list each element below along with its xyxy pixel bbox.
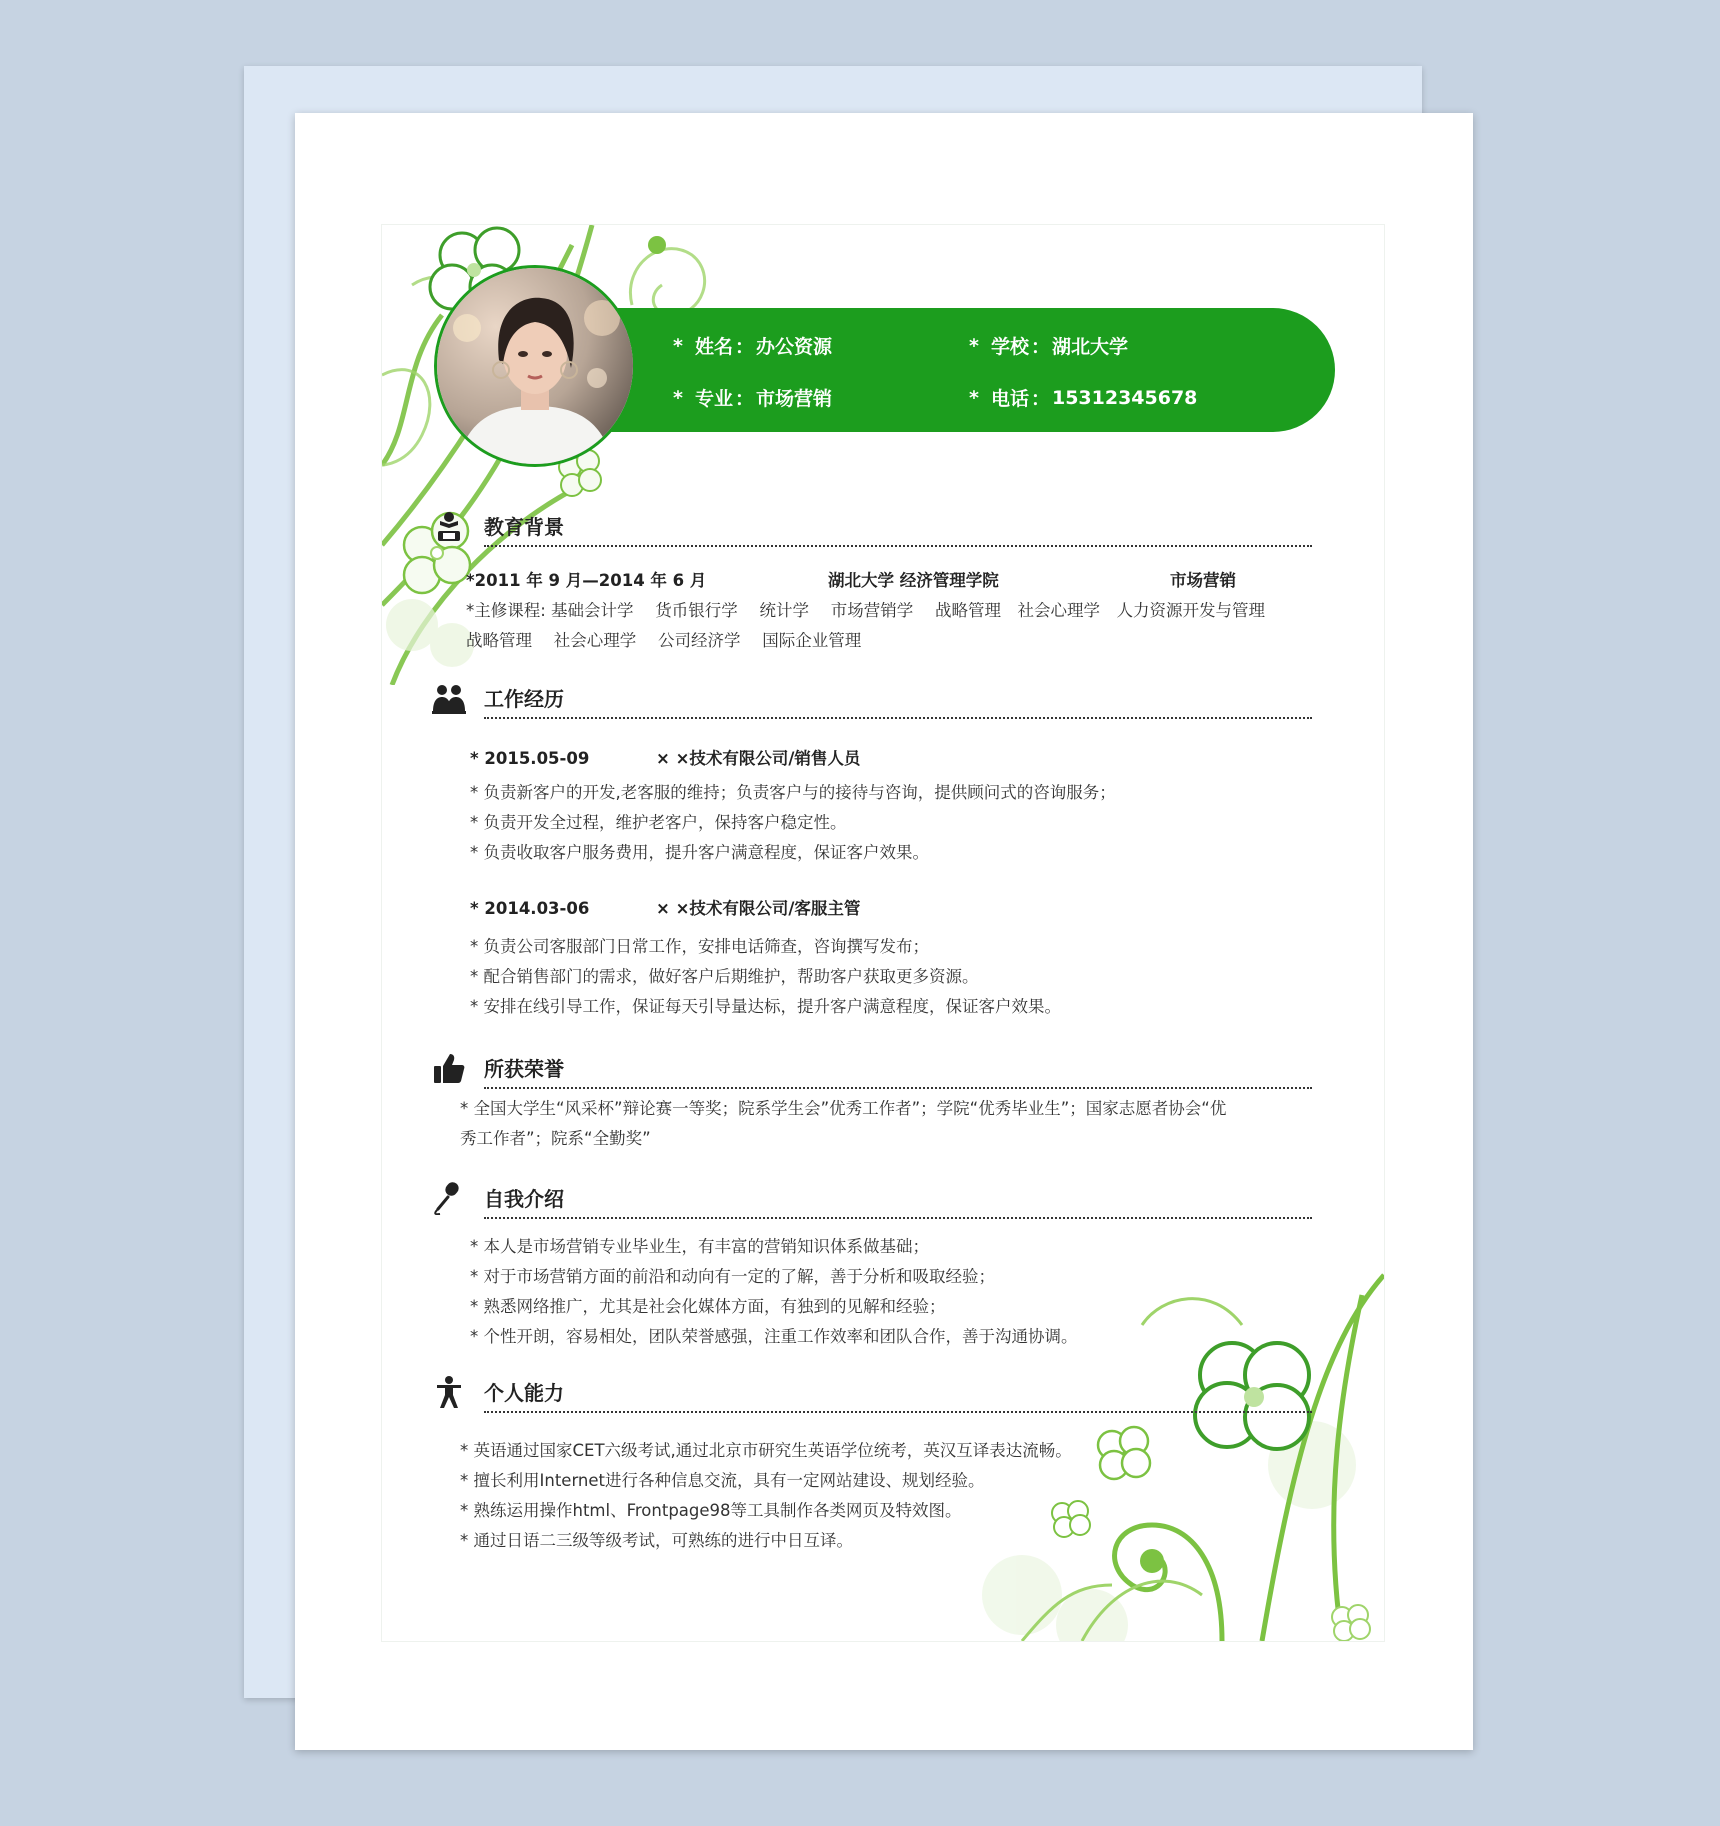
header-banner — [577, 308, 1335, 432]
education-icon — [432, 509, 466, 543]
education-school: 湖北大学 经济管理学院 — [828, 571, 999, 590]
honors-line2: 秀工作者”；院系“全勤奖” — [460, 1129, 651, 1148]
honors-line1: * 全国大学生“风采杯”辩论赛一等奖；院系学生会”优秀工作者”；学院“优秀毕业生”；国家志愿者协会“优 — [460, 1099, 1227, 1118]
portrait-image — [437, 268, 633, 464]
job-1-date: * 2015.05-09 — [470, 749, 590, 768]
section-divider — [484, 1217, 1312, 1219]
job-2-duty: * 配合销售部门的需求，做好客户后期维护，帮助客户获取更多资源。 — [470, 967, 979, 986]
skills-item: * 熟练运用操作html、Frontpage98等工具制作各类网页及特效图。 — [460, 1501, 962, 1520]
profile-photo — [434, 265, 636, 467]
job-1-duty: * 负责开发全过程，维护老客户，保持客户稳定性。 — [470, 813, 847, 832]
major-field: * 专业 ： 市场营销 — [673, 384, 832, 411]
education-courses-line2: 战略管理 社会心理学 公司经济学 国际企业管理 — [466, 631, 862, 650]
thumbs-up-icon — [432, 1051, 466, 1085]
intro-item: * 本人是市场营销专业毕业生，有丰富的营销知识体系做基础； — [470, 1237, 929, 1256]
major-label: 专业 — [694, 388, 733, 410]
skills-item: * 英语通过国家CET六级考试,通过北京市研究生英语学位统考，英汉互译表达流畅。 — [460, 1441, 1072, 1460]
job-1-company: × ×技术有限公司/销售人员 — [656, 749, 861, 768]
skills-item: * 擅长利用Internet进行各种信息交流，具有一定网站建设、规划经验。 — [460, 1471, 985, 1490]
section-intro — [432, 1179, 1312, 1219]
intro-title: 自我介绍 — [484, 1187, 564, 1211]
job-1-duty: * 负责新客户的开发,老客服的维持；负责客户与的接待与咨询，提供顾问式的咨询服务； — [470, 783, 1116, 802]
microphone-icon — [432, 1181, 466, 1215]
education-title: 教育背景 — [484, 515, 564, 539]
intro-item: * 对于市场营销方面的前沿和动向有一定的了解，善于分析和吸取经验； — [470, 1267, 995, 1286]
education-period: *2011 年 9 月—2014 年 6 月 — [466, 571, 707, 590]
name-field: * 姓名 ： 办公资源 — [673, 332, 832, 359]
name-label: 姓名 — [694, 336, 733, 358]
school-value: 湖北大学 — [1051, 336, 1128, 358]
intro-item: * 个性开朗，容易相处，团队荣誉感强，注重工作效率和团队合作，善于沟通协调。 — [470, 1327, 1078, 1346]
education-major: 市场营销 — [1170, 571, 1236, 590]
section-divider — [484, 1087, 1312, 1089]
section-honors — [432, 1049, 1312, 1089]
section-skills — [432, 1373, 1312, 1413]
work-people-icon — [432, 681, 466, 715]
section-work — [432, 679, 1312, 719]
skills-title: 个人能力 — [484, 1381, 564, 1405]
honors-title: 所获荣誉 — [484, 1057, 564, 1081]
phone-field: * 电话 ： 15312345678 — [969, 384, 1197, 411]
section-divider — [484, 545, 1312, 547]
work-title: 工作经历 — [484, 687, 564, 711]
school-field: * 学校 ： 湖北大学 — [969, 332, 1128, 359]
job-2-date: * 2014.03-06 — [470, 899, 590, 918]
job-2-duty: * 安排在线引导工作，保证每天引导量达标，提升客户满意程度，保证客户效果。 — [470, 997, 1061, 1016]
person-icon — [432, 1375, 466, 1409]
resume-page — [381, 224, 1385, 1642]
intro-item: * 熟悉网络推广，尤其是社会化媒体方面，有独到的见解和经验； — [470, 1297, 946, 1316]
major-value: 市场营销 — [755, 388, 832, 410]
job-1-duty: * 负责收取客户服务费用，提升客户满意程度，保证客户效果。 — [470, 843, 929, 862]
job-2-company: × ×技术有限公司/客服主管 — [656, 899, 861, 918]
skills-item: * 通过日语二三级等级考试，可熟练的进行中日互译。 — [460, 1531, 853, 1550]
education-courses-line1: *主修课程: 基础会计学 货币银行学 统计学 市场营销学 战略管理 社会心理学 人力资源开发与管理 — [466, 601, 1266, 620]
phone-value: 15312345678 — [1051, 386, 1198, 409]
name-value: 办公资源 — [755, 336, 832, 358]
section-education — [432, 507, 1312, 547]
section-divider — [484, 1411, 1312, 1413]
school-label: 学校 — [990, 336, 1029, 358]
job-2-duty: * 负责公司客服部门日常工作，安排电话筛查，咨询撰写发布； — [470, 937, 929, 956]
phone-label: 电话 — [990, 388, 1029, 410]
section-divider — [484, 717, 1312, 719]
